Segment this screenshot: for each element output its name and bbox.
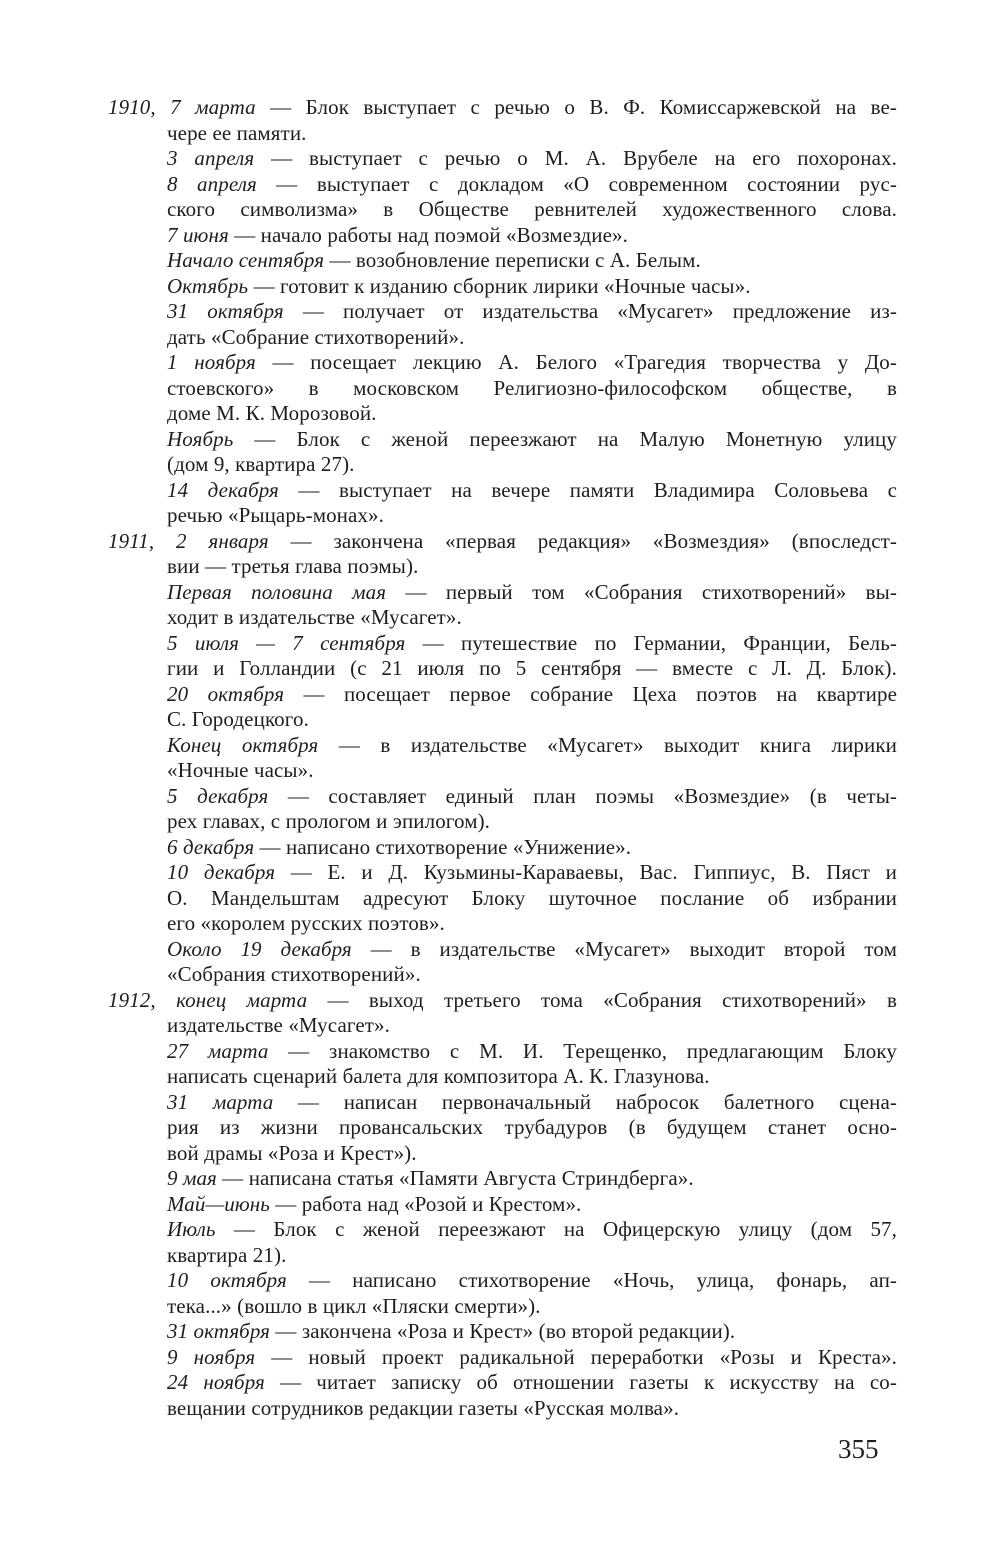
entry-date: 7 июня bbox=[167, 222, 229, 247]
text-line bbox=[167, 1039, 897, 1065]
entry-text: — Блок с женой переезжают на Малую Монетную улицу bbox=[233, 426, 897, 451]
entry-date: 7 марта bbox=[170, 95, 256, 119]
entry-text: — возобновление переписки с А. Белым. bbox=[324, 248, 701, 272]
entry-text: — написано стихотворение «Унижение». bbox=[254, 834, 632, 859]
entry-date: 10 декабря bbox=[167, 860, 276, 884]
entry-text: — выступает с речью о М. А. Врубеле на его похоронах. bbox=[254, 146, 897, 170]
chronology-entry bbox=[167, 1090, 897, 1167]
text-line: (дом 9, квартира 27). bbox=[167, 452, 355, 476]
entry-date: Начало сентября bbox=[167, 248, 325, 272]
text-line bbox=[108, 987, 897, 1014]
entry-date: Июль bbox=[167, 1217, 216, 1241]
entry-text: — получает от издательства «Мусагет» предложение из- bbox=[283, 299, 897, 323]
entry-text: — в издательстве «Мусагет» выходит книга лирики bbox=[318, 732, 897, 757]
text-line: дать «Собрание стихотворений». bbox=[167, 324, 465, 349]
entry-year: 1912, bbox=[108, 987, 156, 1012]
text-line bbox=[167, 1268, 897, 1294]
chronology-entry bbox=[167, 172, 897, 223]
entry-date: 1 ноября bbox=[167, 350, 256, 374]
text-line: его «королем русских поэтов». bbox=[167, 911, 445, 935]
chronology-entry bbox=[167, 784, 897, 835]
text-line: стоевского» в московском Религиозно-философском обществе, в bbox=[167, 375, 897, 400]
text-line bbox=[167, 248, 897, 274]
entry-date: 31 марта bbox=[167, 1089, 274, 1114]
entry-text: — знакомство с М. И. Терещенко, предлагающим Блоку bbox=[268, 1038, 897, 1063]
text-line: вии — третья глава поэмы). bbox=[167, 554, 419, 578]
entry-text: — написан первоначальный набросок балетного сцена- bbox=[273, 1089, 897, 1114]
entry-date: Октябрь bbox=[167, 273, 249, 298]
chronology-entry bbox=[167, 1039, 897, 1090]
entry-date: 9 мая bbox=[167, 1166, 217, 1190]
text-line bbox=[167, 478, 897, 504]
entry-text: — Е. и Д. Кузьмины-Караваевы, Вас. Гиппиус, В. Пяст и bbox=[275, 860, 898, 884]
entry-text: — выступает на вечере памяти Владимира Соловьева с bbox=[278, 477, 898, 502]
chronology-entry bbox=[167, 350, 897, 427]
entry-text: — составляет единый план поэмы «Возмездие» (в четы- bbox=[268, 783, 898, 808]
text-line: чере ее памяти. bbox=[167, 120, 307, 145]
text-line bbox=[167, 427, 897, 453]
entry-date: 24 ноября bbox=[167, 1370, 265, 1394]
text-line bbox=[167, 1090, 897, 1116]
chronology-entry bbox=[167, 1217, 897, 1268]
entry-text: — новый проект радикальной переработки «Розы и Креста». bbox=[255, 1344, 898, 1369]
text-line: рия из жизни провансальских трубадуров (в будущем станет осно- bbox=[167, 1115, 897, 1139]
chronology-entry bbox=[108, 528, 897, 580]
entry-text: — готовит к изданию сборник лирики «Ночные часы». bbox=[248, 273, 751, 298]
entry-text: — написана статья «Памяти Августа Стриндберга». bbox=[216, 1166, 694, 1190]
entry-date: 3 апреля bbox=[167, 146, 255, 170]
chronology-entry bbox=[167, 1166, 897, 1192]
entry-text: — закончена «Роза и Крест» (во второй редакции). bbox=[270, 1319, 736, 1343]
entry-date: конец марта bbox=[176, 987, 308, 1012]
text-line: О. Мандельштам адресуют Блоку шуточное послание об избрании bbox=[167, 885, 897, 910]
text-line: тека...» (вошло в цикл «Пляски смерти»). bbox=[167, 1293, 541, 1318]
entry-year: 1910, bbox=[108, 95, 156, 119]
entry-text: — выход третьего тома «Собрания стихотворений» в bbox=[307, 987, 897, 1012]
entry-date: 5 июля — 7 сентября bbox=[167, 630, 406, 655]
entry-date: 6 декабря bbox=[167, 834, 255, 859]
entry-text: — работа над «Розой и Крестом». bbox=[269, 1191, 582, 1216]
entry-text: — посещает первое собрание Цеха поэтов на квартире bbox=[284, 681, 897, 706]
text-line: «Ночные часы». bbox=[167, 758, 314, 782]
entry-year: 1911, bbox=[108, 528, 155, 553]
text-line: вой драмы «Роза и Крест»). bbox=[167, 1140, 417, 1165]
entry-date: Около 19 декабря bbox=[167, 936, 352, 961]
chronology-entry bbox=[167, 682, 897, 733]
text-line bbox=[167, 146, 897, 172]
text-line bbox=[108, 528, 897, 555]
chronology-entry bbox=[167, 580, 897, 631]
entry-date: 31 октября bbox=[167, 299, 284, 323]
entry-text: — посещает лекцию А. Белого «Трагедия творчества у До- bbox=[255, 350, 898, 374]
entry-text: — читает записку об отношении газеты к искусству на со- bbox=[264, 1370, 897, 1394]
text-line: доме М. К. Морозовой. bbox=[167, 401, 377, 425]
text-line: ходит в издательстве «Мусагет». bbox=[167, 605, 462, 629]
chronology-text bbox=[108, 95, 898, 1421]
page-number: 355 bbox=[838, 1434, 879, 1464]
text-line bbox=[108, 95, 897, 121]
text-line: С. Городецкого. bbox=[167, 707, 309, 731]
text-line: издательстве «Мусагет». bbox=[167, 1013, 390, 1037]
text-line bbox=[167, 1217, 897, 1243]
text-line bbox=[167, 172, 897, 198]
entry-date: 9 ноября bbox=[167, 1344, 256, 1369]
chronology-entry bbox=[167, 146, 897, 172]
chronology-entry bbox=[167, 733, 897, 784]
entry-date: 5 декабря bbox=[167, 783, 269, 808]
text-line: вещании сотрудников редакции газеты «Русская молва». bbox=[167, 1395, 680, 1420]
chronology-entry bbox=[108, 987, 897, 1039]
text-line: написать сценарий балета для композитора А. К. Глазунова. bbox=[167, 1064, 710, 1088]
entry-date: 27 марта bbox=[167, 1038, 269, 1063]
text-line bbox=[167, 682, 897, 708]
text-line: рех главах, с прологом и эпилогом). bbox=[167, 809, 491, 833]
entry-text: — Блок выступает с речью о В. Ф. Комиссаржевской на ве- bbox=[255, 95, 897, 119]
entry-date: 20 октября bbox=[167, 681, 285, 706]
text-line bbox=[167, 350, 897, 376]
text-line bbox=[167, 1319, 897, 1345]
text-line: гии и Голландии (с 21 июля по 5 сентября — вместе с Л. Д. Блок). bbox=[167, 656, 897, 680]
text-line bbox=[167, 1192, 897, 1218]
chronology-entry bbox=[167, 937, 897, 988]
chronology-entry bbox=[108, 95, 897, 146]
text-line bbox=[167, 1345, 897, 1371]
entry-text: — Блок с женой переезжают на Офицерскую улицу (дом 57, bbox=[215, 1217, 897, 1241]
entry-date: 14 декабря bbox=[167, 477, 279, 502]
chronology-entry bbox=[167, 427, 897, 478]
entry-text: — начало работы над поэмой «Возмездие». bbox=[228, 222, 628, 247]
text-line bbox=[167, 733, 897, 759]
chronology-entry bbox=[167, 631, 897, 682]
text-line bbox=[167, 1166, 897, 1192]
entry-date: Ноябрь bbox=[167, 426, 234, 451]
chronology-entry bbox=[167, 835, 897, 861]
entry-text: — выступает с докладом «О современном состоянии рус- bbox=[256, 171, 897, 196]
chronology-entry bbox=[167, 860, 897, 937]
chronology-entry bbox=[167, 1370, 897, 1421]
entry-date: 2 января bbox=[176, 528, 269, 553]
text-line bbox=[167, 860, 897, 886]
text-line bbox=[167, 223, 897, 249]
chronology-entry bbox=[167, 248, 897, 274]
chronology-entry bbox=[167, 1268, 897, 1319]
chronology-entry bbox=[167, 1192, 897, 1218]
text-line bbox=[167, 274, 897, 300]
text-line: квартира 21). bbox=[167, 1242, 287, 1267]
chronology-entry bbox=[167, 299, 897, 350]
text-line bbox=[167, 835, 897, 861]
entry-date: 8 апреля bbox=[167, 171, 257, 196]
text-line bbox=[167, 580, 897, 606]
text-line bbox=[167, 299, 897, 325]
text-line: «Собрания стихотворений». bbox=[167, 962, 421, 986]
chronology-entry bbox=[167, 223, 897, 249]
text-line bbox=[167, 1370, 897, 1396]
entry-date: Конец октября bbox=[167, 732, 319, 757]
text-line: ского символизма» в Обществе ревнителей художественного слова. bbox=[167, 197, 897, 221]
chronology-entry bbox=[167, 1345, 897, 1371]
entry-date: Первая половина мая bbox=[167, 579, 387, 604]
entry-text: — закончена «первая редакция» «Возмездия» (впоследст- bbox=[268, 528, 897, 553]
text-line bbox=[167, 784, 897, 810]
chronology-entry bbox=[167, 1319, 897, 1345]
text-line bbox=[167, 631, 897, 657]
text-line: речью «Рыцарь-монах». bbox=[167, 503, 384, 527]
text-line bbox=[167, 937, 897, 963]
entry-text: — написано стихотворение «Ночь, улица, фонарь, ап- bbox=[286, 1268, 897, 1292]
chronology-entry bbox=[167, 478, 897, 529]
entry-text: — в издательстве «Мусагет» выходит второй том bbox=[351, 936, 897, 961]
entry-date: 10 октября bbox=[167, 1268, 287, 1292]
chronology-entry bbox=[167, 274, 897, 300]
entry-date: Май—июнь bbox=[167, 1191, 270, 1216]
entry-date: 31 октября bbox=[167, 1319, 271, 1343]
entry-text: — путешествие по Германии, Франции, Бель- bbox=[405, 630, 897, 655]
entry-text: — первый том «Собрания стихотворений» вы- bbox=[386, 579, 897, 604]
